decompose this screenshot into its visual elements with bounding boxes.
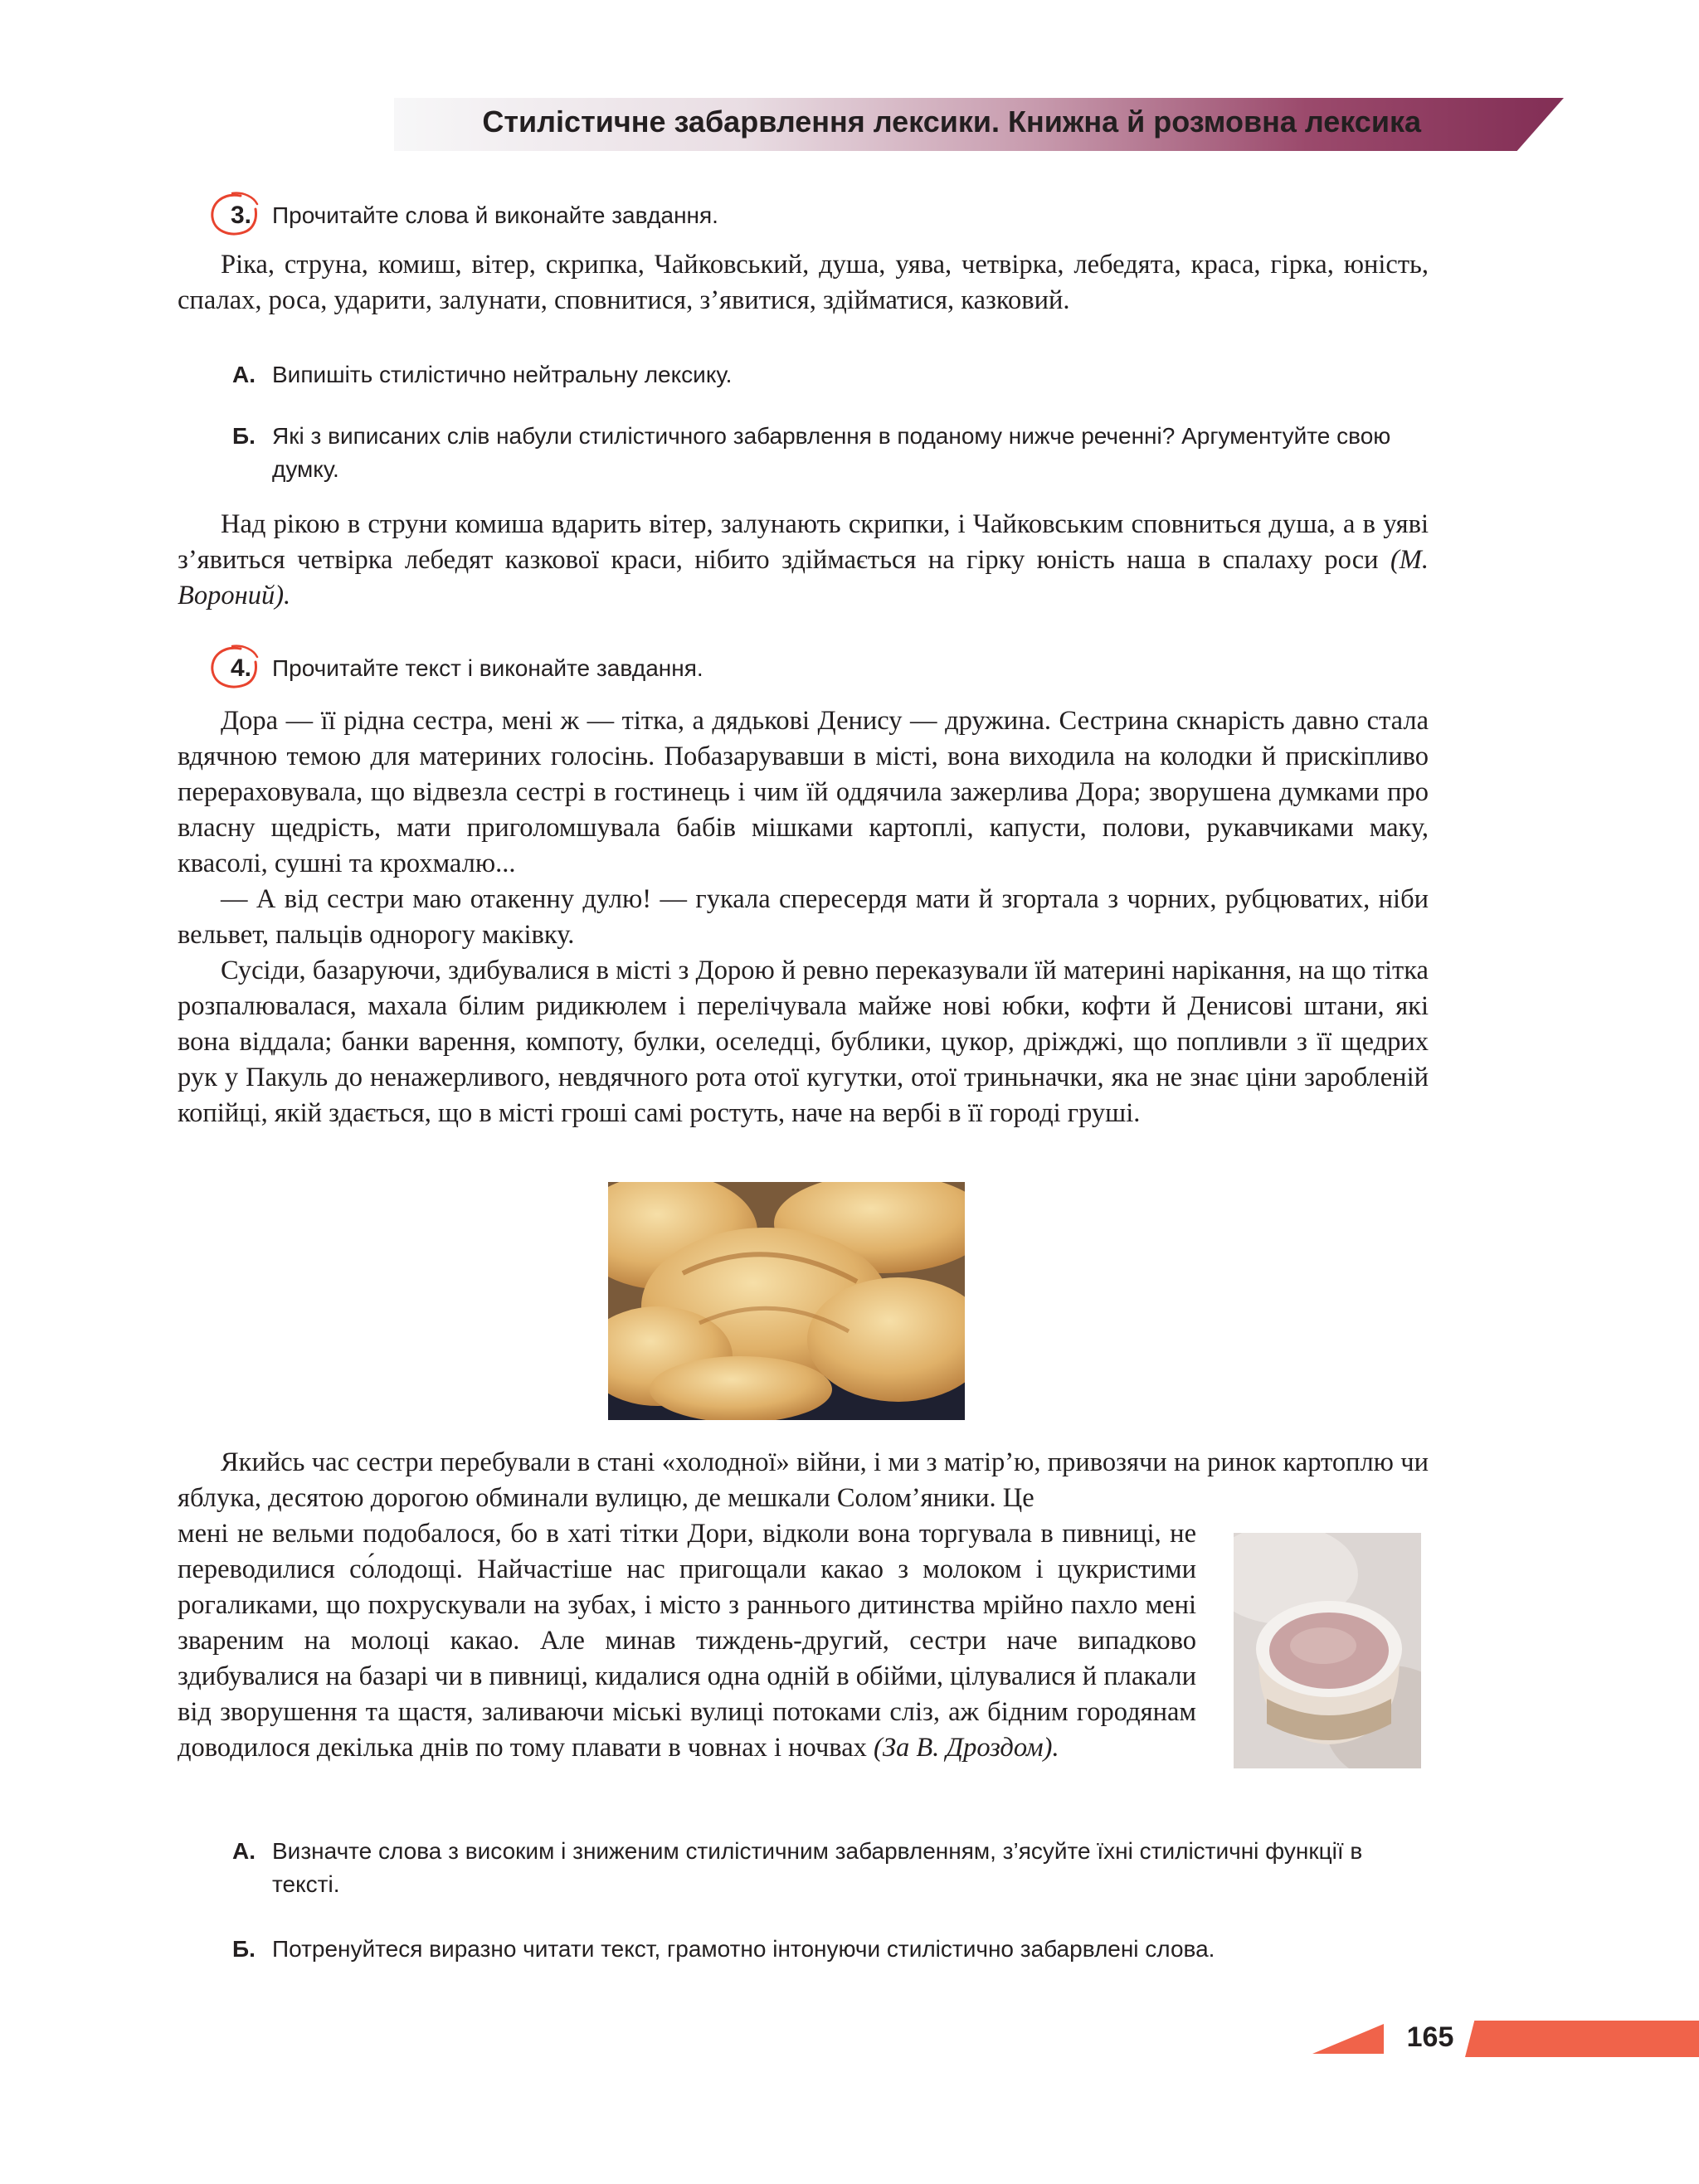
text-paragraph-2: — А від сестри маю отакенну дулю! — гукала спересердя мати й згортала з чорних, рубцюватих, ніби вельвет, пальців однорогу маківку. bbox=[178, 884, 1429, 950]
task-4-heading bbox=[214, 650, 703, 687]
quote-author: (М. Вороний). bbox=[178, 545, 1429, 610]
text-paragraph-4-cont: мені не вельми подобалося, бо в хаті тітки Дори, відколи вона торгувала в пивниці, не переводилися со́лодощі. Найчастіше нас пригощали какао з молоком і цукристими рогаликами, що похрускували на зубах, і місто з раннього дитинства мрійно пахло мені звареним на молоці какао. Але минав тиждень-другий, сестри наче випадково здибувалися на базарі чи в пивниці, кидалися одна одній в обійми, цілувалися й плакали від зворушення та щастя, заливаючи міські вулиці потоками сліз, аж бідним городянам доводилося декілька днів по тому плавати в човнах і ночвах (За В. Дроздом). bbox=[178, 1519, 1196, 1763]
task-instruction: Прочитайте слова й виконайте завдання. bbox=[272, 202, 718, 228]
croissants-image bbox=[608, 1182, 965, 1420]
subtask-b: Б. Які з виписаних слів набули стилістичного забарвлення в поданому нижче реченні? Аргументуйте свою думку. bbox=[232, 423, 1391, 482]
footer-right-decor bbox=[1465, 2021, 1699, 2057]
page-title: Стилістичне забарвлення лексики. Книжна й розмовна лексика bbox=[482, 105, 1421, 139]
text-author: (За В. Дроздом). bbox=[874, 1733, 1059, 1763]
footer-left-decor bbox=[1312, 2024, 1384, 2054]
text-paragraph-3: Сусіди, базаруючи, здибувалися в місті з Дорою й ревно переказували їй материні нарікання, на що тітка розпалювалася, махала білим ридикюлем і перелічувала майже нові юбки, кофти й Денисові штани, які вона віддала; банки варення, компоту, булки, оселедці, бублики, цукор, дріжджі, що попливли з її щедрих рук у Пакуль до ненажерливого, невдячного рота отої кугутки, отої триньначки, яка не знає ціни заробленій копійці, якій здається, що в місті гроші самі ростуть, наче на вербі в її городі груші. bbox=[178, 956, 1429, 1128]
task-3-heading bbox=[214, 197, 718, 234]
task-number: 3. bbox=[214, 197, 269, 234]
page-number: 165 bbox=[1406, 2021, 1454, 2053]
task-instruction: Прочитайте текст і виконайте завдання. bbox=[272, 655, 703, 681]
text-paragraph-4-start: Якийсь час сестри перебували в стані «холодної» війни, і ми з матір’ю, привозячи на ринок картоплю чи яблука, десятою дорогою обминали вулицю, де мешкали Солом’яники. Це bbox=[178, 1447, 1429, 1513]
croissants-photo bbox=[608, 1182, 965, 1420]
subtask-a: А. Випишіть стилістично нейтральну лексику. bbox=[232, 362, 733, 387]
task-number: 4. bbox=[214, 650, 269, 687]
text-paragraph-1: Дора — її рідна сестра, мені ж — тітка, а дядькові Денису — дружина. Сестрина скнарість давно стала вдячною темою для материних голосінь. Побазарувавши в місті, вона виходила на колодки й прискіпливо перераховувала, що відвезла сестрі в гостинець і чим їй оддячила зажерлива Дора; зворушена думками про власну щедрість, мати приголомшувала бабів мішками картоплі, капусти, полови, рукавчиками маку, квасолі, сушні та крохмалю... bbox=[178, 706, 1429, 878]
cocoa-photo bbox=[1234, 1533, 1421, 1768]
quote-paragraph: Над рікою в струни комиша вдарить вітер, залунають скрипки, і Чайковським сповниться душа, а в уяві з’явиться четвірка лебедят казкової краси, нібито здіймається на гірку юність наша в спалаху роси (М. Вороний). bbox=[178, 509, 1429, 610]
subtask-b: Б. Потренуйтеся виразно читати текст, грамотно інтонуючи стилістично забарвлені слова. bbox=[232, 1936, 1215, 1962]
word-list: Ріка, струна, комиш, вітер, скрипка, Чайковський, душа, уява, четвірка, лебедята, краса, гірка, юність, спалах, роса, ударити, залунати, сповнитися, з’явитися, здійматися, казковий. bbox=[178, 250, 1429, 315]
subtask-a: А. Визначте слова з високим і зниженим стилістичним забарвленням, з’ясуйте їхні стилістичні функції в тексті. bbox=[232, 1838, 1363, 1897]
cocoa-cup-image bbox=[1234, 1533, 1421, 1768]
